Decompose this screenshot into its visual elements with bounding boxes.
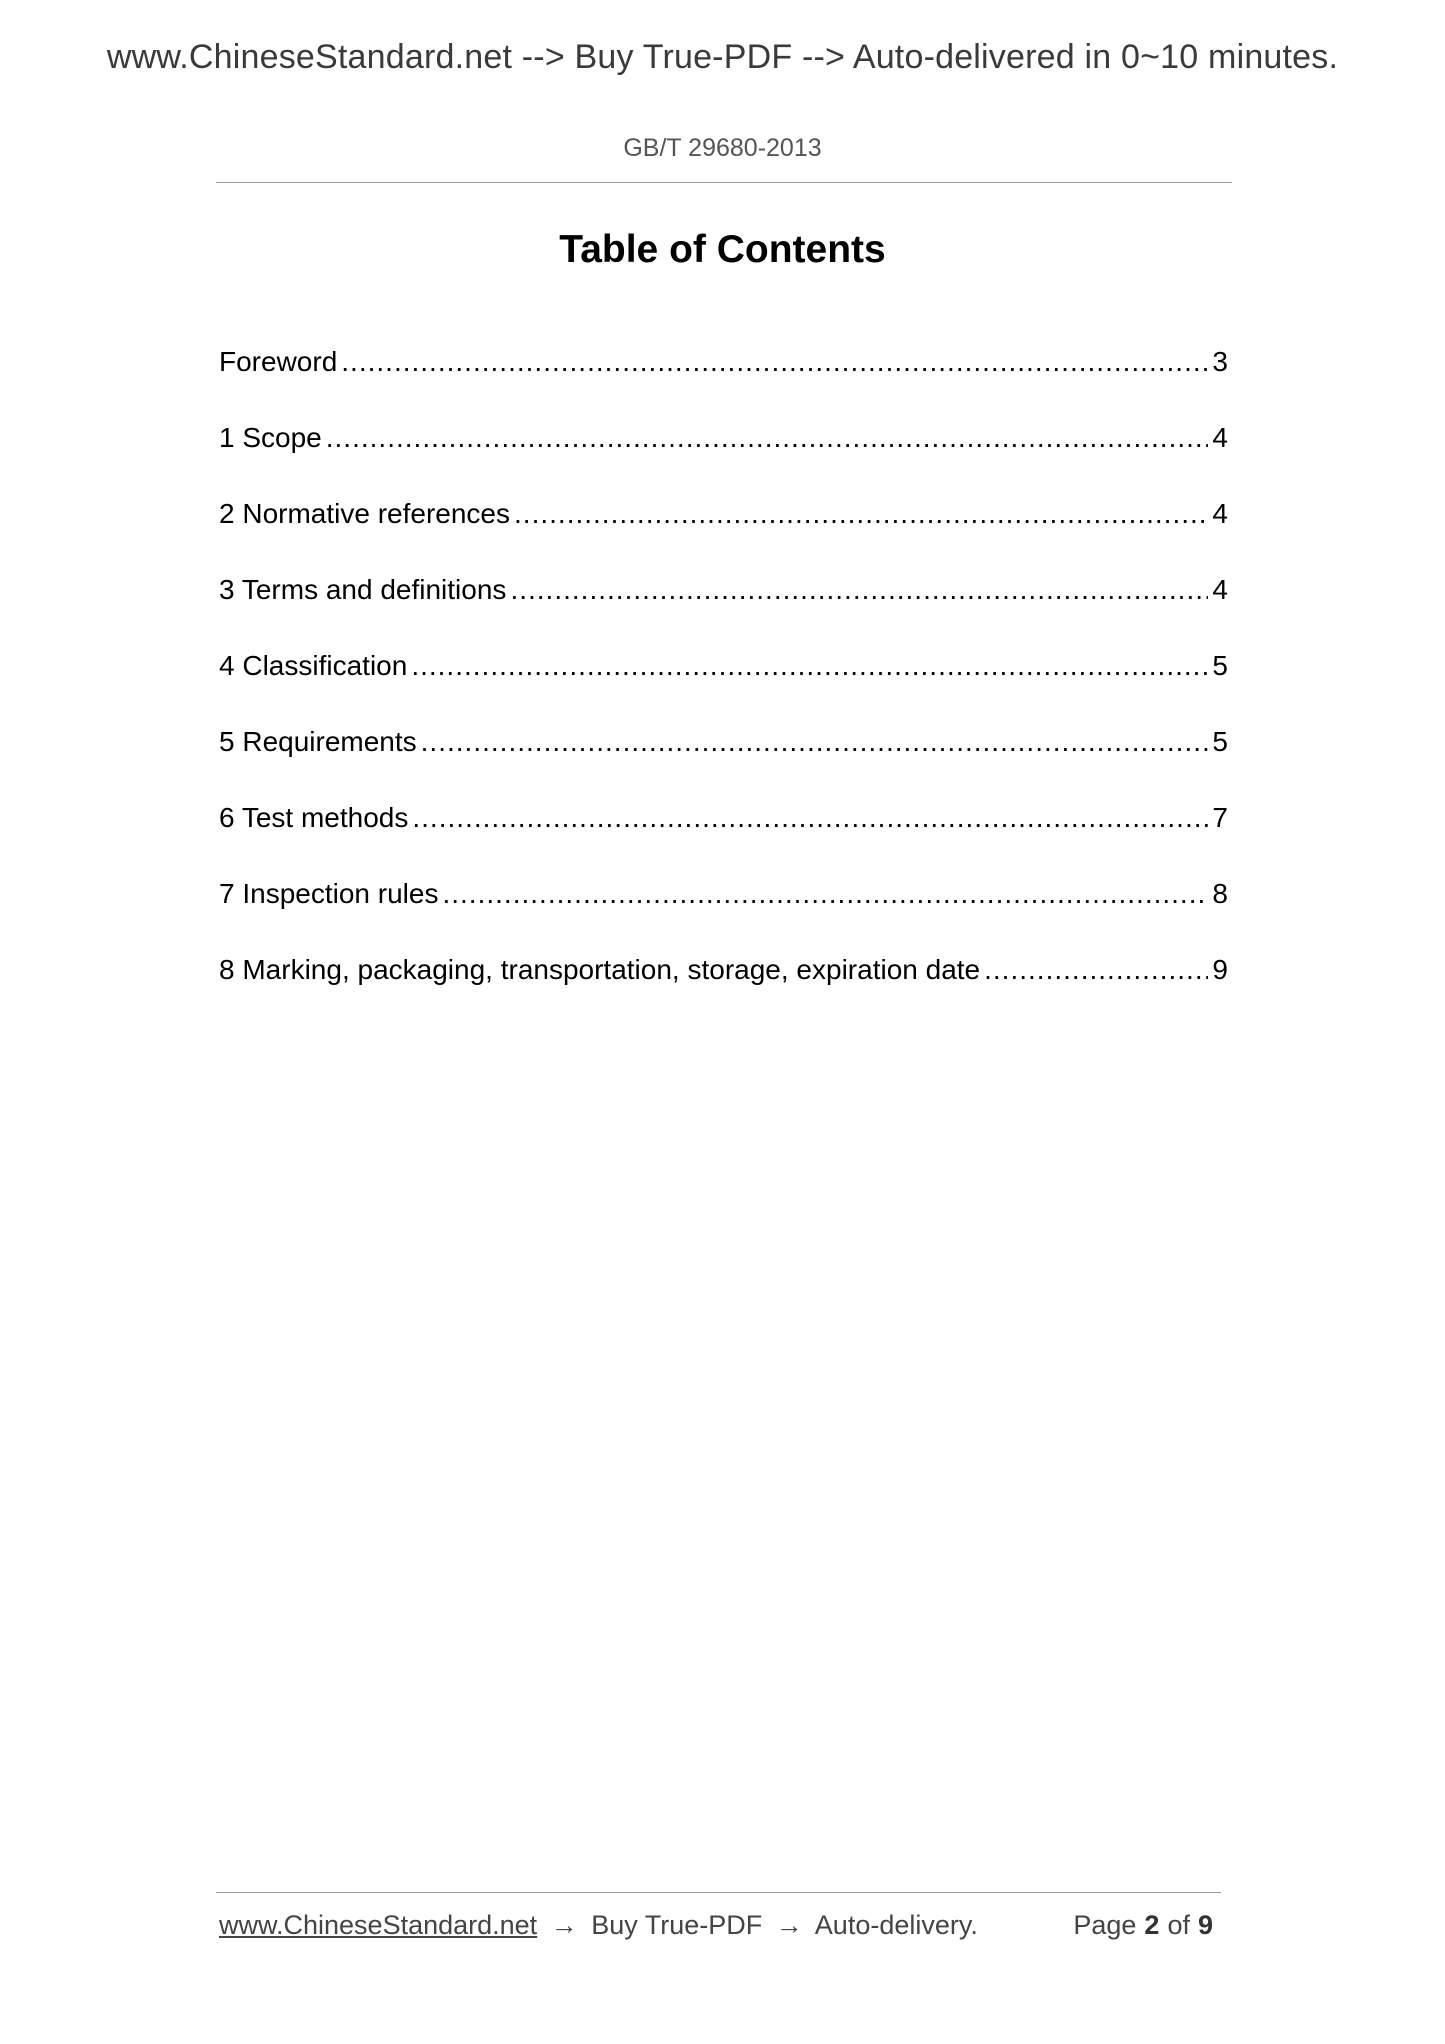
footer-website-link[interactable]: www.ChineseStandard.net — [219, 1910, 538, 1940]
right-arrow-icon: → — [550, 1910, 578, 1940]
toc-entry-page: 4 — [1212, 422, 1228, 453]
toc-entry-label: 8 Marking, packaging, transportation, storage, expiration date — [219, 954, 981, 985]
toc-entry-scope[interactable] — [219, 422, 1228, 498]
toc-entry-test-methods[interactable] — [219, 802, 1228, 878]
page-title: Table of Contents — [559, 228, 886, 271]
toc-leader-dots — [510, 574, 1208, 606]
toc-entry-inspection-rules[interactable] — [219, 878, 1228, 954]
toc-leader-dots — [341, 346, 1208, 378]
toc-entry-classification[interactable] — [219, 650, 1228, 726]
toc-entry-label: 4 Classification — [219, 650, 408, 681]
toc-leader-dots — [326, 422, 1208, 454]
page-label: Page — [1073, 1910, 1137, 1940]
footer-buy-text: Buy True-PDF — [591, 1910, 763, 1940]
toc-entry-marking-packaging[interactable] — [219, 954, 1228, 1030]
toc-entry-requirements[interactable] — [219, 726, 1228, 802]
toc-entry-page: 4 — [1212, 498, 1228, 529]
toc-entry-label: Foreword — [219, 346, 338, 377]
right-arrow-icon: → — [775, 1910, 803, 1940]
toc-entry-label: 7 Inspection rules — [219, 878, 439, 909]
toc-entry-label: 3 Terms and definitions — [219, 574, 507, 605]
toc-entry-page: 5 — [1212, 650, 1228, 681]
header-divider — [216, 182, 1232, 183]
page-of-label: of — [1167, 1910, 1190, 1940]
toc-entry-label: 2 Normative references — [219, 498, 511, 529]
footer-divider — [216, 1892, 1221, 1893]
toc-entry-label: 6 Test methods — [219, 802, 409, 833]
toc-entry-label: 5 Requirements — [219, 726, 417, 757]
page-total: 9 — [1197, 1910, 1213, 1940]
toc-entry-normative-references[interactable] — [219, 498, 1228, 574]
toc-leader-dots — [442, 878, 1208, 910]
toc-list — [219, 346, 1228, 1030]
toc-entry-page: 9 — [1212, 954, 1228, 985]
toc-leader-dots — [412, 802, 1208, 834]
page-number — [1073, 1910, 1221, 1941]
toc-entry-page: 7 — [1212, 802, 1228, 833]
footer-delivery-text: Auto-delivery. — [814, 1910, 978, 1940]
footer-promo — [219, 1910, 978, 1941]
toc-entry-terms-and-definitions[interactable] — [219, 574, 1228, 650]
toc-entry-foreword[interactable] — [219, 346, 1228, 422]
toc-entry-page: 8 — [1212, 878, 1228, 909]
toc-leader-dots — [514, 498, 1208, 530]
toc-leader-dots — [984, 954, 1208, 986]
toc-leader-dots — [421, 726, 1208, 758]
toc-entry-page: 3 — [1212, 346, 1228, 377]
top-banner: www.ChineseStandard.net --> Buy True-PDF --> Auto-delivered in 0~10 minutes. — [106, 38, 1339, 76]
toc-leader-dots — [411, 650, 1208, 682]
document-id: GB/T 29680-2013 — [623, 134, 822, 162]
toc-entry-page: 4 — [1212, 574, 1228, 605]
toc-entry-label: 1 Scope — [219, 422, 322, 453]
toc-entry-page: 5 — [1212, 726, 1228, 757]
page-current: 2 — [1144, 1910, 1160, 1940]
